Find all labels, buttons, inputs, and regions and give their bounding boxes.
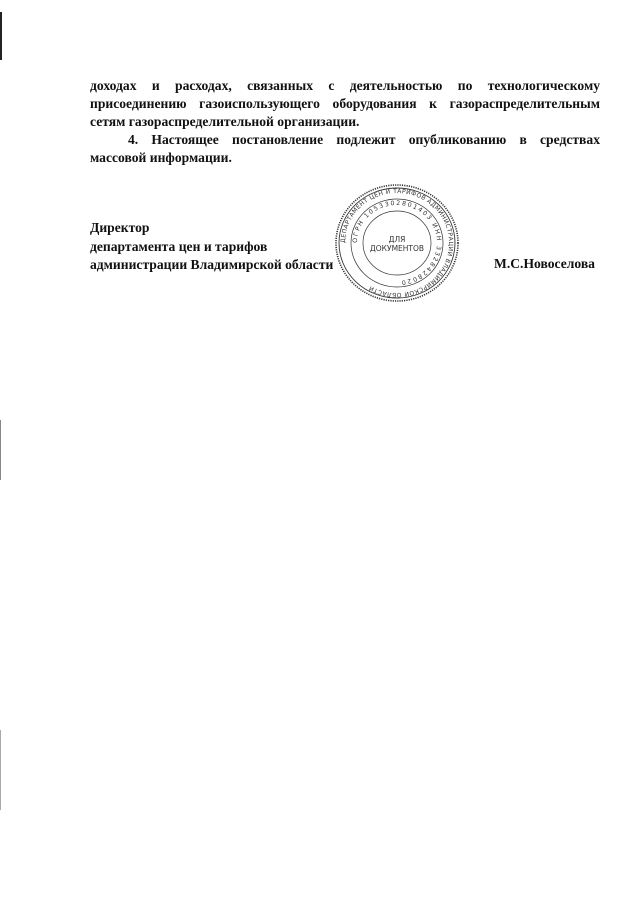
seal-center-line: ДЛЯ [388,235,406,244]
scan-edge-mark [0,12,2,60]
seal-stamp-icon [332,182,462,304]
signatory-title-line: администрации Владимирской области [90,257,334,272]
svg-text:ОГРН 1053302801403 ИНН 3328428: ОГРН 1053302801403 ИНН 3328428020 [351,199,443,286]
signatory-title-block [90,219,333,275]
scan-edge-mark [0,730,1,810]
paragraph-publication: 4. Настоящее постановление подлежит опубликованию в средствах массовой информации. [90,132,600,165]
paragraph-continuation: доходах и расходах, связанных с деятельностью по технологическому присоединению газоиспользующего оборудования к газораспределительным сетям газораспределительной организации. [90,78,600,129]
signatory-name: М.С.Новоселова [494,256,595,271]
svg-text:ДЕПАРТАМЕНТ ЦЕН И ТАРИФОВ АДМИ: ДЕПАРТАМЕНТ ЦЕН И ТАРИФОВ АДМИНИСТРАЦИИ ВЛАДИМИРСКОЙ ОБЛАСТИ [339,187,455,299]
signatory-title-line: Директор [90,220,150,235]
scan-edge-mark [0,420,1,480]
signatory-title-line: департамента цен и тарифов [90,238,268,254]
official-seal [332,182,462,304]
seal-center-line: ДОКУМЕНТОВ [369,244,425,253]
